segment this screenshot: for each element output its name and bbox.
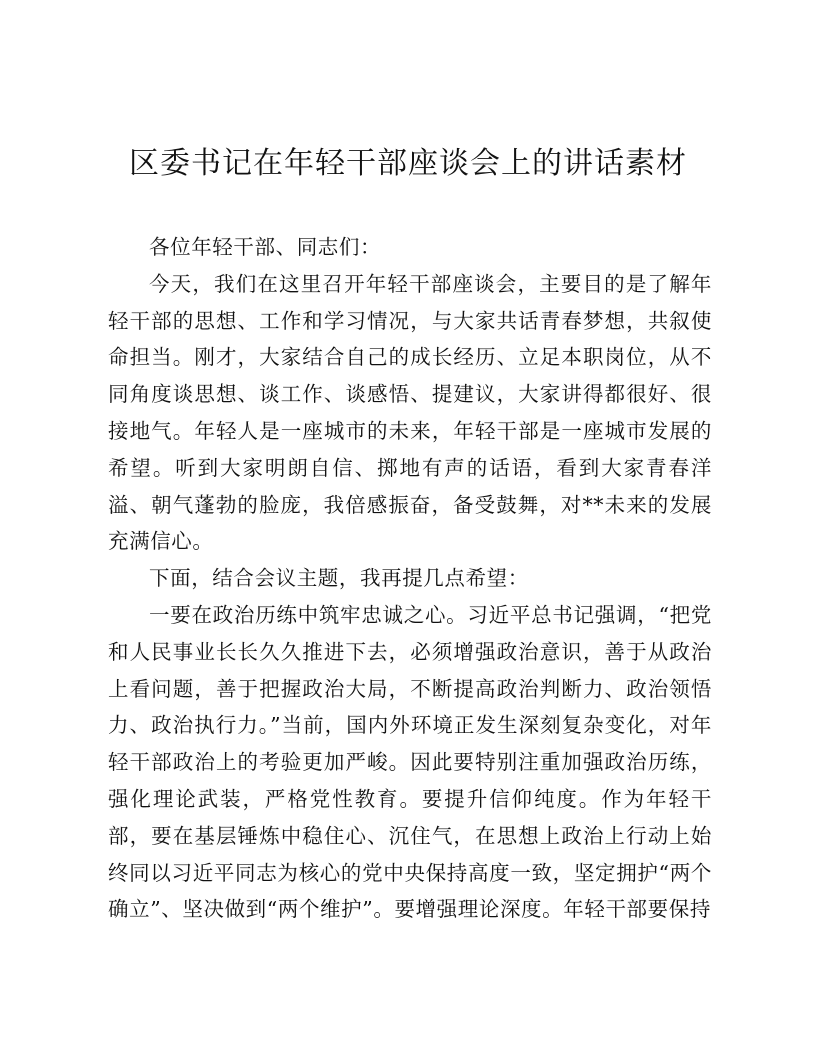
document-title: 区委书记在年轻干部座谈会上的讲话素材 [129, 146, 687, 181]
document-body [108, 229, 712, 928]
paragraph-greeting: 各位年轻干部、同志们： [149, 235, 382, 259]
paragraph-point-one: 一要在政治历练中筑牢忠诚之心。习近平总书记强调，“把党和人民事业长长久久推进下去，必须增强政治意识，善于从政治上看问题，善于把握政治大局，不断提高政治判断力、政治领悟力、政治执行力。”当前，国内外环境正发生深刻复杂变化，对年轻干部政治上的考验更加严峻。因此要特别注重加强政治历练，强化理论武装，严格党性教育。要提升信仰纯度。作为年轻干部，要在基层锤炼中稳住心、沉住气，在思想上政治上行动上始终同以习近平同志为核心的党中央保持高度一致，坚定拥护“两个确立”、坚决做到“两个维护”。要增强理论深度。年轻干部要保持 [108, 602, 712, 922]
paragraph-opening: 今天，我们在这里召开年轻干部座谈会，主要目的是了解年轻干部的思想、工作和学习情况，与大家共话青春梦想，共叙使命担当。刚才，大家结合自己的成长经历、立足本职岗位，从不同角度谈思想、谈工作、谈感悟、提建议，大家讲得都很好、很接地气。年轻人是一座城市的未来，年轻干部是一座城市发展的希望。听到大家明朗自信、掷地有声的话语，看到大家青春洋溢、朝气蓬勃的脸庞，我倍感振奋，备受鼓舞，对**未来的发展充满信心。 [108, 271, 712, 554]
paragraph-transition: 下面，结合会议主题，我再提几点希望： [149, 566, 529, 591]
